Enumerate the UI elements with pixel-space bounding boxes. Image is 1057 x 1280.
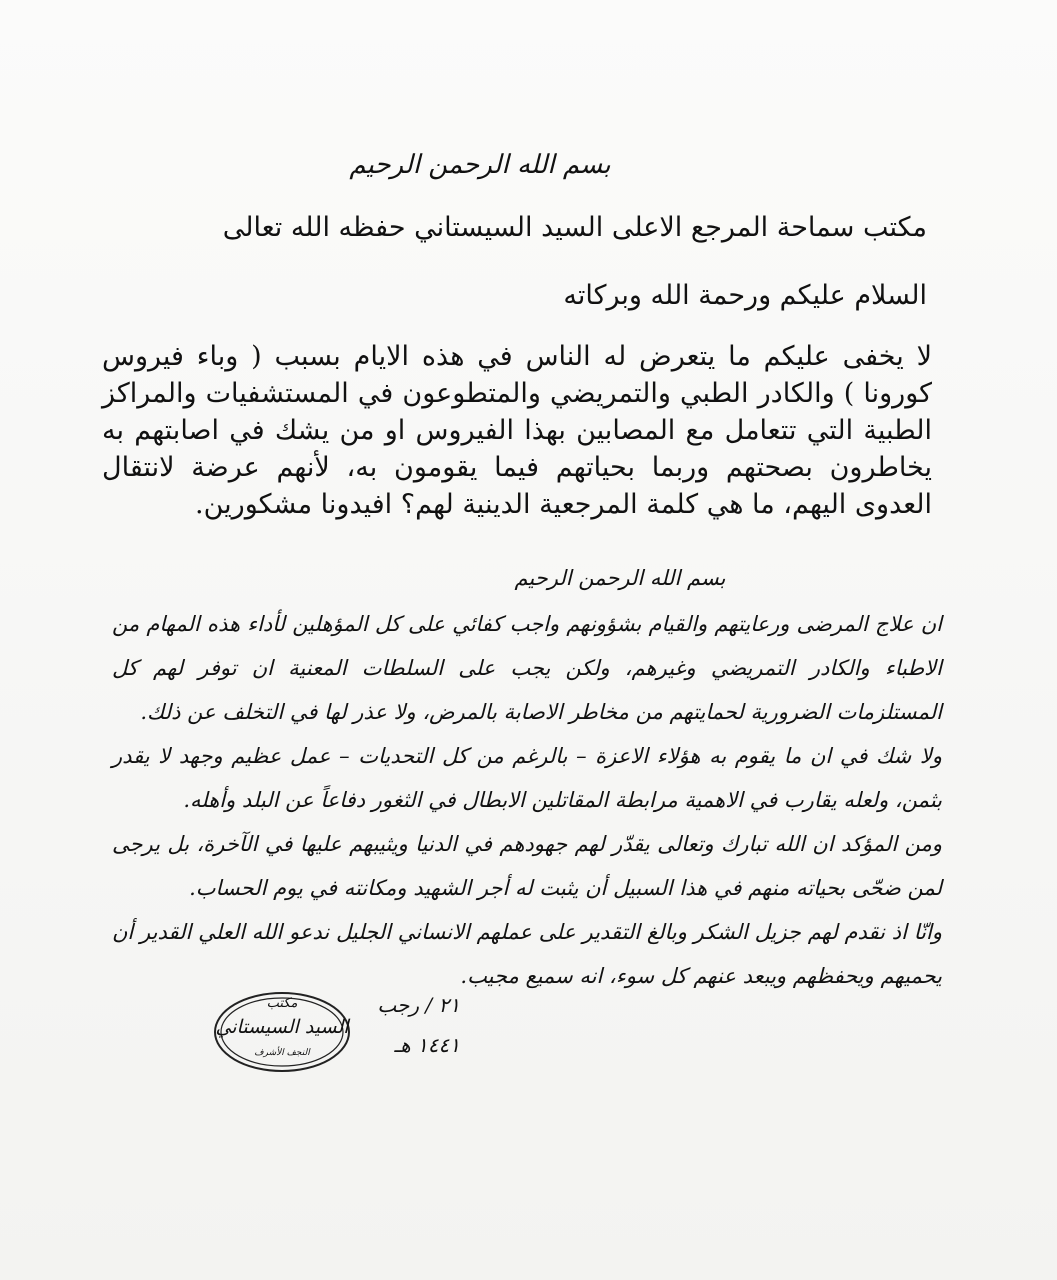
reply-paragraph-3: ومن المؤكد ان الله تبارك وتعالى يقدّر لهم جهودهم في الدنيا ويثيبهم عليها في الآخرة، بل يرجى لمن ضحّى بحياته منهم في هذا السبيل أن يثبت له أجر الشهيد ومكانته في يوم الحساب. — [112, 832, 942, 900]
seal-bottom-text: النجف الأشرف — [254, 1048, 310, 1058]
seal-top-text: مكتب — [266, 996, 298, 1011]
header-basmala: بسم الله الرحمن الرحيم — [349, 150, 611, 180]
reply-paragraph-1: ان علاج المرضى ورعايتهم والقيام بشؤونهم واجب كفائي على كل المؤهلين لأداء هذه المهام من الاطباء والكادر التمريضي وغيرهم، ولكن يجب على السلطات المعنية ان توفر لهم كل المستلزمات الضرورية لحمايتهم من مخاطر الاصابة بالمرض، ولا عذر لها في التخلف عن ذلك. — [112, 612, 942, 724]
date-year: ١٤٤١ هـ — [394, 1033, 460, 1057]
date-day-month: ٢١ / رجب — [377, 993, 460, 1017]
addressee-line: مكتب سماحة المرجع الاعلى السيد السيستاني حفظه الله تعالى — [222, 212, 927, 243]
seal-main-text: السيد السيستاني — [215, 1016, 349, 1038]
reply-basmala: بسم الله الرحمن الرحيم — [514, 566, 726, 590]
greeting-line: السلام عليكم ورحمة الله وبركاته — [563, 280, 927, 311]
reply-date — [350, 985, 460, 1065]
reply-paragraph-2: ولا شك في ان ما يقوم به هؤلاء الاعزة – بالرغم من كل التحديات – عمل عظيم وجهد لا يقدر بثمن، ولعله يقارب في الاهمية مرابطة المقاتلين الابطال في الثغور دفاعاً عن البلد وأهله. — [112, 744, 942, 812]
question-paragraph: لا يخفى عليكم ما يتعرض له الناس في هذه الايام بسبب ( وباء فيروس كورونا ) والكادر الطبي والتمريضي والمتطوعون في المستشفيات والمراكز الطبية التي تتعامل مع المصابين بهذا الفيروس او من يشك في اصابتهم به يخاطرون بصحتهم وربما بحياتهم فيما يقومون به، لأنهم عرضة لانتقال العدوى اليهم، ما هي كلمة المرجعية الدينية لهم؟ افيدونا مشكورين. — [102, 341, 932, 520]
office-seal — [212, 990, 352, 1074]
handwritten-reply — [112, 602, 942, 998]
reply-paragraph-4: وانّا اذ نقدم لهم جزيل الشكر وبالغ التقدير على عملهم الانساني الجليل ندعو الله العلي القدير أن يحميهم ويحفظهم ويبعد عنهم كل سوء، انه سميع مجيب. — [112, 920, 942, 988]
